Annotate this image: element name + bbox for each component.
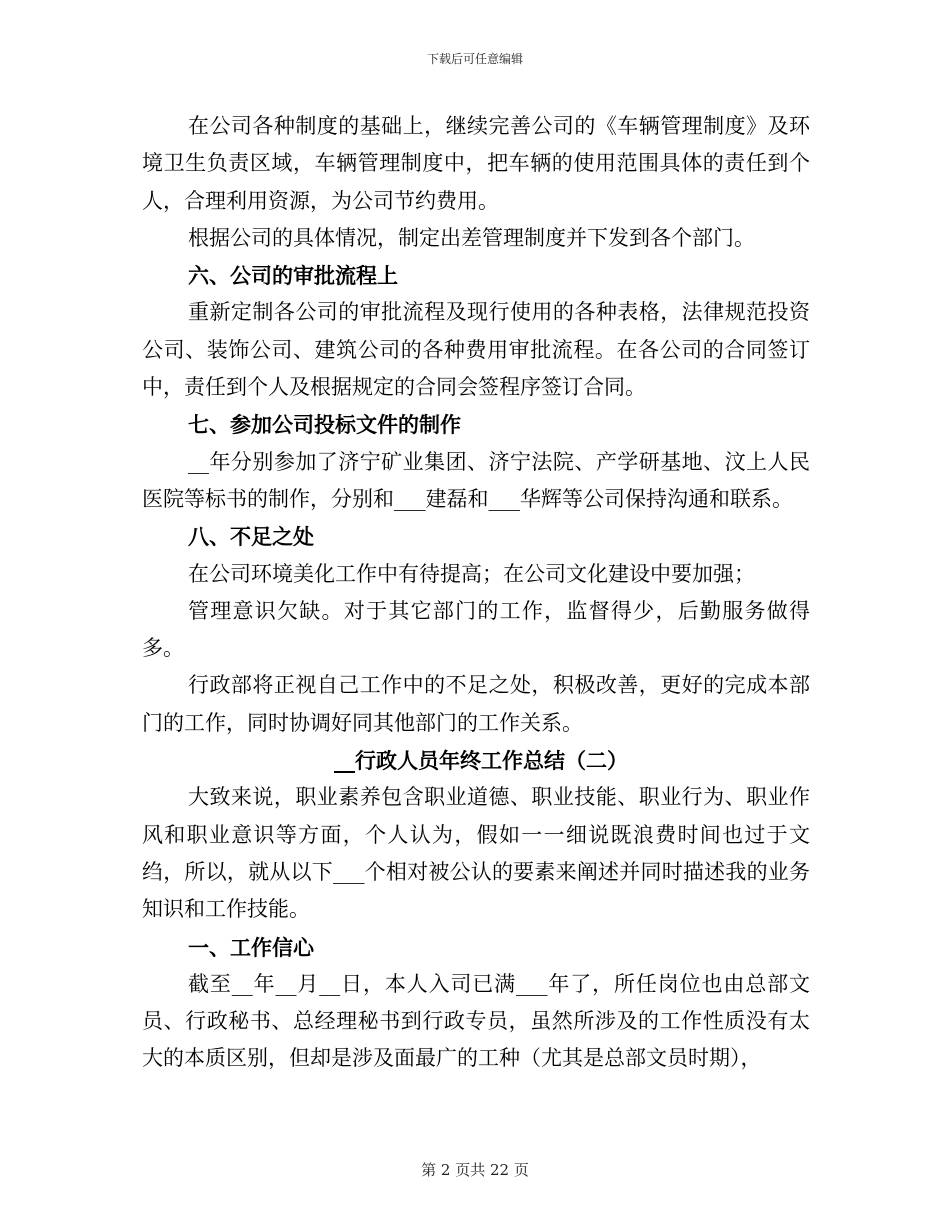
section-heading: 七、参加公司投标文件的制作 [188, 412, 461, 438]
paragraph: 行政部将正视自己工作中的不足之处，积极改善，更好的完成本部门的工作，同时协调好同其他部门的工作关系。 [142, 673, 810, 735]
paragraph: 在公司各种制度的基础上，继续完善公司的《车辆管理制度》及环境卫生负责区域，车辆管理制度中，把车辆的使用范围具体的责任到个人，合理利用资源，为公司节约费用。 [142, 114, 810, 213]
document-body [142, 108, 810, 1078]
page-header: 下载后可任意编辑 [426, 52, 523, 66]
section-heading: 一、工作信心 [188, 934, 314, 960]
section-heading: 六、公司的审批流程上 [188, 263, 398, 289]
page-footer: 第 2 页共 22 页 [421, 1161, 529, 1179]
document-title: __行政人员年终工作总结（二） [334, 748, 628, 774]
paragraph: __年分别参加了济宁矿业集团、济宁法院、产学研基地、汶上人民医院等标书的制作，分别和___建磊和___华辉等公司保持沟通和联系。 [142, 449, 810, 511]
paragraph: 截至__年__月__日，本人入司已满___年了，所任岗位也由总部文员、行政秘书、总经理秘书到行政专员，虽然所涉及的工作性质没有太大的本质区别，但却是涉及面最广的工种（尤其是总部文员时期）， [142, 971, 810, 1071]
paragraph: 大致来说，职业素养包含职业道德、职业技能、职业行为、职业作风和职业意识等方面，个人认为，假如一一细说既浪费时间也过于文绉，所以，就从以下___个相对被公认的要素来阐述并同时描述我的业务知识和工作技能。 [142, 785, 810, 922]
paragraph: 管理意识欠缺。对于其它部门的工作，监督得少，后勤服务做得多。 [142, 598, 810, 661]
paragraph: 根据公司的具体情况，制定出差管理制度并下发到各个部门。 [188, 225, 755, 250]
section-heading: 八、不足之处 [188, 524, 314, 550]
paragraph: 在公司环境美化工作中有待提高；在公司文化建设中要加强； [188, 561, 755, 586]
paragraph: 重新定制各公司的审批流程及现行使用的各种表格，法律规范投资公司、装饰公司、建筑公司的各种费用审批流程。在各公司的合同签订中，责任到个人及根据规定的合同会签程序签订合同。 [142, 300, 810, 400]
